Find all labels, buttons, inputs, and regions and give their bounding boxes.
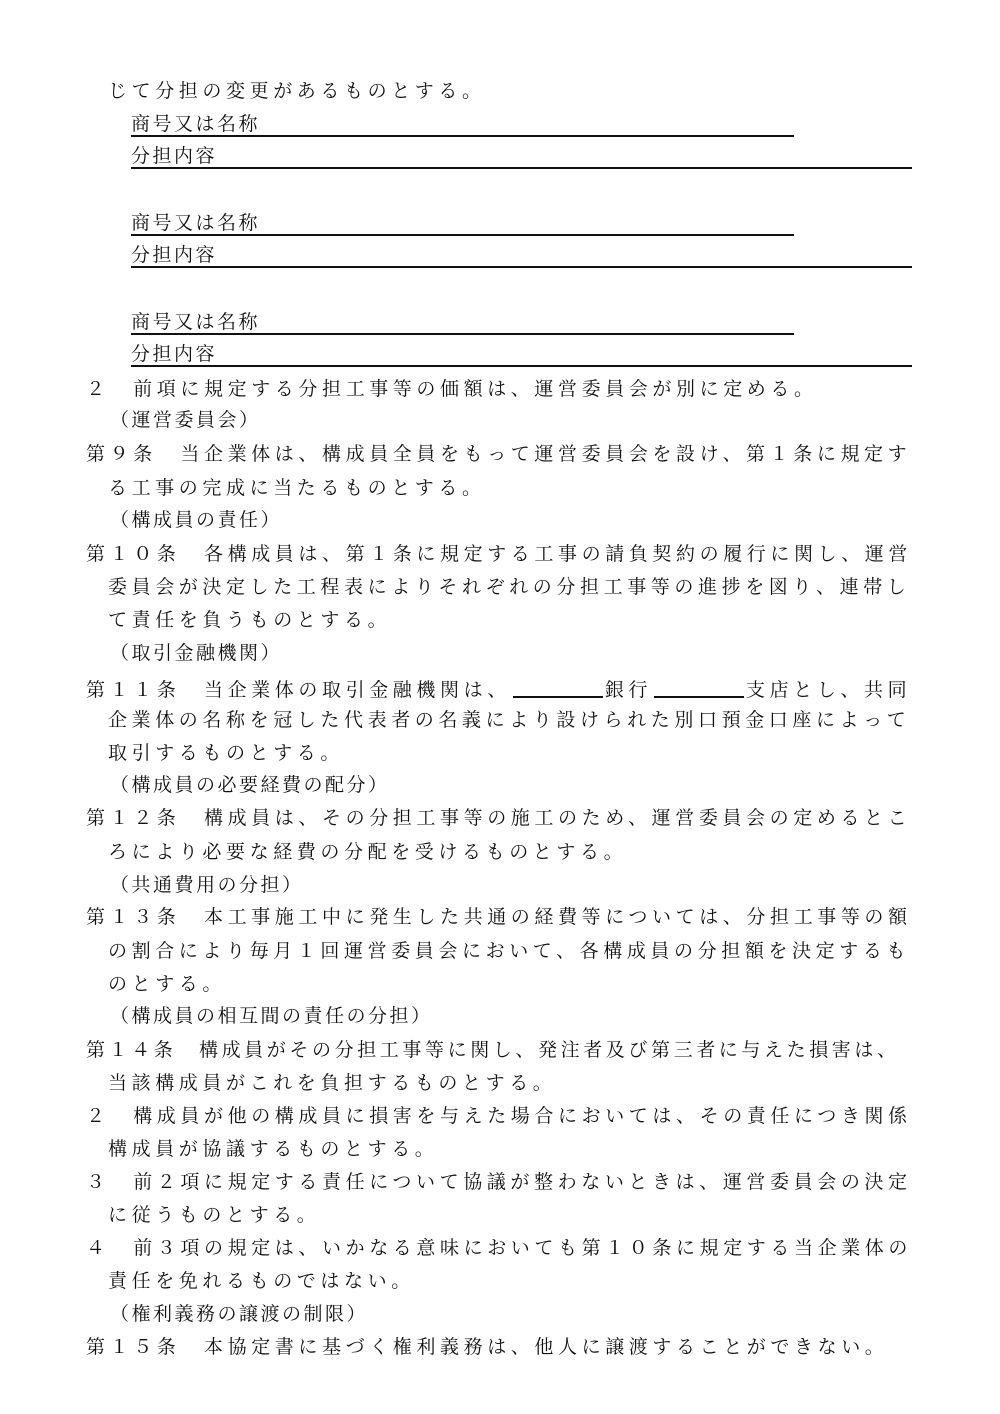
article13-line-2: の割合により毎月１回運営委員会において、各構成員の分担額を決定するも [108,940,911,962]
article9-line-2: る工事の完成に当たるものとする。 [108,477,486,499]
share-content-field-2[interactable] [131,242,912,268]
article12-line-1: 第１２条 構成員は、その分担工事等の施工のため、運営委員会の定めるとこ [86,807,912,829]
article14-paragraph2-line-2: 構成員が協議するものとする。 [108,1138,439,1160]
share-content-label-2: 分担内容 [131,244,218,266]
article14-paragraph3-line-2: に従うものとする。 [108,1204,321,1226]
article11-line-3: 取引するものとする。 [108,742,345,764]
company-name-label-3: 商号又は名称 [131,311,261,333]
share-content-field-3[interactable] [131,341,912,367]
article10-line-1: 第１０条 各構成員は、第１条に規定する工事の請負契約の履行に関し、運営 [86,543,913,565]
article15-heading: （権利義務の譲渡の制限） [110,1303,369,1325]
article11-line-2: 企業体の名称を冠した代表者の名義により設けられた別口預金口座によって [108,709,911,731]
article15-line-1: 第１５条 本協定書に基づく権利義務は、他人に譲渡することができない。 [86,1336,889,1358]
article14-paragraph4-line-2: 責任を免れるものではない。 [108,1270,415,1292]
share-content-field-1[interactable] [131,143,912,169]
article11-line-1 [86,676,911,701]
article14-heading: （構成員の相互間の責任の分担） [110,1005,433,1027]
article14-line-2: 当該構成員がこれを負担するものとする。 [108,1072,557,1094]
article13-heading: （共通費用の分担） [110,874,304,896]
bank-name-blank[interactable] [513,676,603,698]
article14-paragraph3-line-1: ３ 前２項に規定する責任について協議が整わないときは、運営委員会の決定 [86,1171,912,1193]
article12-heading: （構成員の必要経費の配分） [110,774,390,796]
intro-tail-line: じて分担の変更があるものとする。 [108,80,486,102]
company-name-label-1: 商号又は名称 [131,113,261,135]
share-content-label-1: 分担内容 [131,145,218,167]
bank-label: 銀行 [604,679,653,701]
article8-paragraph2: ２ 前項に規定する分担工事等の価額は、運営委員会が別に定める。 [86,378,818,400]
company-name-field-1[interactable] [131,111,794,137]
article11-line1-prefix: 第１１条 当企業体の取引金融機関は、 [86,679,511,701]
share-content-label-3: 分担内容 [131,343,218,365]
company-name-field-2[interactable] [131,210,794,236]
article10-line-3: て責任を負うものとする。 [108,609,392,631]
article11-heading: （取引金融機関） [110,642,283,664]
branch-name-blank[interactable] [654,676,744,698]
article9-heading: （運営委員会） [110,409,261,431]
article13-line-1: 第１３条 本工事施工中に発生した共通の経費等については、分担工事等の額 [86,906,912,928]
article12-line-2: ろにより必要な経費の分配を受けるものとする。 [108,841,628,863]
article10-line-2: 委員会が決定した工程表によりそれぞれの分担工事等の進捗を図り、連帯し [108,576,911,598]
article11-line1-suffix: 支店とし、共同 [746,679,912,701]
article14-paragraph2-line-1: ２ 構成員が他の構成員に損害を与えた場合においては、その責任につき関係 [86,1105,912,1127]
company-name-label-2: 商号又は名称 [131,212,261,234]
article9-line-1: 第９条 当企業体は、構成員全員をもって運営委員会を設け、第１条に規定す [86,443,912,465]
article10-heading: （構成員の責任） [110,509,283,531]
article14-line-1: 第１４条 構成員がその分担工事等に関し、発注者及び第三者に与えた損害は、 [86,1039,900,1061]
article14-paragraph4-line-1: ４ 前３項の規定は、いかなる意味においても第１０条に規定する当企業体の [86,1237,913,1259]
company-name-field-3[interactable] [131,309,794,335]
article13-line-3: のとする。 [108,973,227,995]
